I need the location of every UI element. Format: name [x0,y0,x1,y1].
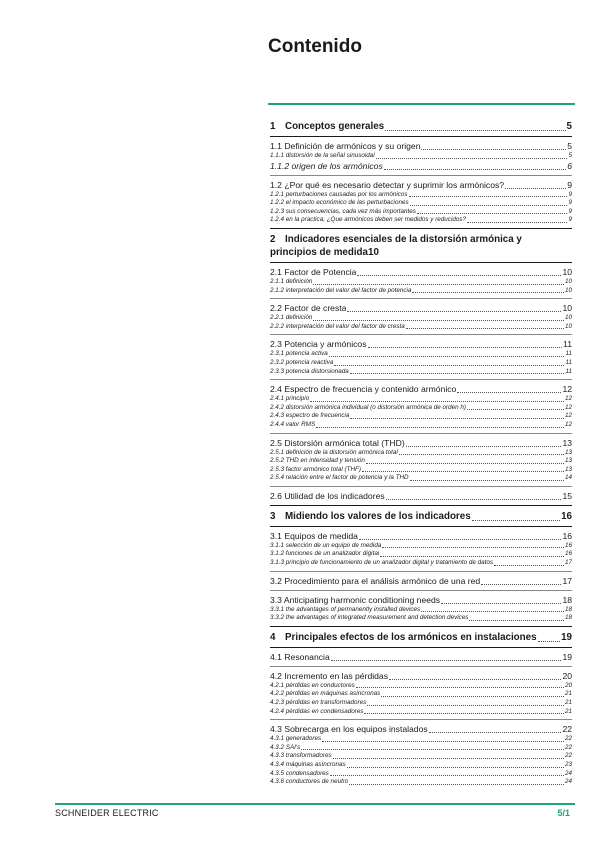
subsection-title: 2.3.2 potencia reactiva [270,358,334,366]
page-number: 16 [562,530,572,541]
subsection-title: 2.4.1 principio [270,395,310,403]
leader-dots [421,611,564,612]
page-number: 16 [564,550,572,558]
section-title: 2.4 Espectro de frecuencia y contenido armónico [270,384,457,395]
leader-dots [368,347,563,348]
page-number: 9 [568,216,572,224]
section-divider [270,719,572,720]
page-number: 24 [564,778,572,786]
page-number: 18 [562,594,572,605]
chapter-number: 2 [270,233,276,245]
leader-dots [406,328,564,329]
chapter-title: Principales efectos de los armónicos en instalaciones [285,631,537,643]
section-title: 1.2 ¿Por qué es necesario detectar y suprimir los armónicos? [270,179,505,190]
page-number: 13 [562,437,572,448]
leader-dots [421,149,566,150]
toc-sub-1-1-1[interactable] [270,152,572,161]
toc-chapter-2[interactable] [270,233,572,259]
leader-dots [362,471,564,472]
toc-section-2-5[interactable] [270,438,572,449]
section-title: 1.1 Definición de armónicos y su origen [270,141,421,151]
toc-sub-2-5-3[interactable] [270,466,572,475]
toc-sub-4-3-6[interactable] [270,778,572,787]
toc-section-2-6[interactable] [270,491,572,502]
leader-dots [538,641,561,642]
page-number: 6 [567,160,572,171]
page-number: 12 [564,395,572,403]
page-number: 11 [563,339,572,350]
leader-dots [367,705,564,706]
toc-sub-2-4-3[interactable] [270,412,572,421]
subsection-title: 2.2.2 interpretación del valor del factor de cresta [270,322,405,330]
page-number: 19 [562,651,572,662]
page-number: 10 [564,322,572,330]
subsection-title: 2.1.2 interpretación del valor del factor de potencia [270,286,412,294]
leader-dots [410,205,568,206]
chapter-divider [270,626,572,627]
page-number: 18 [564,605,572,613]
toc-sub-2-4-4[interactable] [270,421,572,430]
section-divider [270,175,572,176]
toc-section-1-1[interactable] [270,141,572,152]
page-number: 13 [564,448,572,456]
section-title: 2.2 Factor de cresta [270,303,347,314]
toc-sub-2-3-2[interactable] [270,359,572,368]
page-number: 19 [561,631,572,643]
section-divider [270,298,572,299]
leader-dots [399,454,564,455]
leader-dots [410,480,564,481]
subsection-title: 2.5.4 relación entre el factor de potencia y la THD [270,474,409,482]
toc-chapter-4[interactable] [270,631,572,644]
leader-dots [313,284,564,285]
section-title: 4.1 Resonancia [270,651,330,662]
leader-dots [364,713,564,714]
page-number: 20 [564,681,572,689]
page-number: 22 [562,724,572,735]
toc-section-3-1[interactable] [270,531,572,542]
toc-section-4-2[interactable] [270,671,572,682]
section-title: 3.1 Equipos de medida [270,530,358,541]
section-divider [270,433,572,434]
leader-dots [505,188,566,189]
subsection-title: 3.1.3 principio de funcionamiento de un analizador digital y tratamiento de datos [270,559,493,567]
leader-dots [441,603,561,604]
leader-dots [380,556,564,557]
toc-sub-4-2-4[interactable] [270,708,572,717]
page-number: 23 [564,761,572,768]
toc-sub-2-4-2[interactable] [270,404,572,413]
page-number: 21 [564,699,572,707]
toc-sub-3-1-1[interactable] [270,542,572,551]
chapter-title: Conceptos generales [285,121,385,132]
page-number: 12 [564,403,572,411]
leader-dots [347,311,561,312]
subsection-title: 2.4.2 distorsión armónica individual (o distorsión armónica de orden h) [270,403,467,411]
section-title: 2.5 Distorsión armónica total (THD) [270,437,405,448]
leader-dots [386,499,562,500]
leader-dots [301,749,564,750]
section-divider [270,486,572,487]
leader-dots [409,196,568,197]
page-number: 12 [564,420,572,428]
toc-sub-2-5-1[interactable] [270,449,572,458]
subsection-title: 3.1.2 funciones de un analizador digital [270,550,380,558]
subsection-title: 2.2.1 definición [270,314,313,322]
page-number: 20 [562,670,572,681]
leader-dots [334,365,564,366]
leader-dots [347,767,564,768]
footer-divider [55,803,575,805]
toc-sub-2-3-1[interactable] [270,350,572,359]
subsection-title: 2.3.3 potencia distorsionada [270,367,349,375]
toc-sub-2-1-2[interactable] [270,287,572,296]
subsection-title: 4.3.6 conductores de neutro [270,778,349,786]
leader-dots [350,418,564,419]
page-number: 16 [561,510,572,522]
section-title: 2.6 Utilidad de los indicadores [270,490,385,501]
leader-dots [429,732,562,733]
leader-dots [384,169,566,170]
leader-dots [350,373,565,374]
toc-sub-3-3-2[interactable] [270,614,572,623]
section-title: 2.3 Potencia y armónicos [270,339,367,350]
leader-dots [467,222,567,223]
page-number: 13 [564,465,572,473]
leader-dots [376,158,568,159]
subsection-title: 2.4.4 valor RMS [270,420,316,428]
toc-section-3-2[interactable] [270,576,572,587]
toc-section-2-4[interactable] [270,384,572,395]
page-number: 14 [564,474,572,482]
toc-section-4-1[interactable] [270,652,572,663]
subsection-title: 1.1.2 origen de los armónicos [270,160,383,171]
toc-sub-2-2-1[interactable] [270,314,572,323]
chapter-divider [270,228,572,229]
page-number: 11 [565,350,572,358]
chapter-title: Midiendo los valores de los indicadores [285,510,471,522]
chapter-divider [270,647,572,648]
toc-sub-2-3-3[interactable] [270,368,572,377]
toc-sub-4-3-5[interactable] [270,770,572,779]
toc-sub-4-3-3[interactable] [270,752,572,761]
toc-sub-1-2-1[interactable] [270,191,572,200]
toc-section-1-2[interactable] [270,180,572,191]
subsection-title: 4.3.5 condensadores [270,769,329,777]
subsection-title: 4.3.2 SAI's [270,743,301,751]
subsection-title: 4.3.3 transformadores [270,752,332,760]
toc-chapter-3[interactable] [270,510,572,523]
leader-dots [467,409,564,410]
section-divider [270,379,572,380]
page-number: 17 [564,559,572,567]
footer-page-number: 5/1 [557,808,570,818]
chapter-title: Indicadores esenciales de la distorsión armónica y [285,233,522,245]
subsection-title: 1.2.4 en la practica, ¿Que armónicos deben ser medidos y reducidos? [270,216,467,224]
page-number: 22 [564,743,572,751]
leader-dots [357,275,561,276]
toc-sub-4-2-3[interactable] [270,699,572,708]
table-of-contents [270,120,572,787]
subsection-title: 3.1.1 selección de un equipo de medida [270,541,382,549]
toc-sub-3-1-3[interactable] [270,559,572,568]
leader-dots [385,130,565,131]
page-number: 12 [562,384,572,395]
page-number: 12 [564,412,572,420]
page-number: 11 [565,358,572,366]
page-number: 9 [568,207,572,215]
toc-sub-3-1-2[interactable] [270,550,572,559]
chapter-title-continued: principios de medida [270,246,368,258]
toc-section-2-2[interactable] [270,303,572,314]
subsection-title: 2.5.3 factor armónico total (THF) [270,465,361,473]
page-number: 11 [565,367,572,375]
page-number: 5 [567,141,572,151]
section-title: 3.3 Anticipating harmonic conditioning needs [270,594,441,605]
subsection-title: 3.3.2 the advantages of integrated measurement and detection devices [270,614,469,622]
leader-dots [356,687,564,688]
page-number: 10 [564,314,572,322]
subsection-title: 1.2.1 perturbaciones causadas por los armónicos [270,190,408,198]
page-number: 10 [564,286,572,294]
page-number: 16 [564,541,572,549]
page-number: 22 [564,752,572,760]
subsection-title: 4.3.4 máquinas asíncronas [270,761,346,768]
section-title: 3.2 Procedimiento para el análisis armónico de una red [270,575,481,586]
section-title: 4.3 Sobrecarga en los equipos instalados [270,724,428,735]
leader-dots [457,392,561,393]
subsection-title: 4.2.1 pérdidas en conductores [270,681,355,689]
section-divider [270,590,572,591]
leader-dots [417,213,568,214]
page-number: 21 [564,707,572,715]
leader-dots [481,584,561,585]
leader-dots [366,463,564,464]
toc-sub-1-2-4[interactable] [270,216,572,225]
page-number: 18 [564,614,572,622]
subsection-title: 1.2.3 sus consecuencias, cada vez más importantes [270,207,416,215]
leader-dots [382,547,564,548]
leader-dots [329,356,565,357]
leader-dots [389,679,561,680]
subsection-title: 2.5.2 THD en intensidad y tensión [270,457,365,465]
leader-dots [349,784,564,785]
toc-sub-2-2-2[interactable] [270,323,572,332]
subsection-title: 1.2.2 el impacto económico de las perturbaciones [270,199,409,207]
chapter-divider [270,136,572,137]
top-divider [268,103,575,105]
leader-dots [494,565,564,566]
page-number: 13 [564,457,572,465]
leader-dots [469,620,564,621]
section-title: 2.1 Factor de Potencia [270,266,357,277]
toc-sub-2-5-4[interactable] [270,474,572,483]
leader-dots [406,446,562,447]
page-number: 21 [564,690,572,698]
page-number: 5 [566,121,572,132]
leader-dots [331,660,562,661]
toc-sub-3-3-1[interactable] [270,606,572,615]
leader-dots [316,427,564,428]
toc-sub-1-1-2[interactable] [270,161,572,172]
toc-sub-4-2-2[interactable] [270,690,572,699]
subsection-title: 4.3.1 generadores [270,735,322,743]
page-number: 17 [562,575,572,586]
toc-sub-4-2-1[interactable] [270,682,572,691]
leader-dots [412,292,564,293]
subsection-title: 2.3.1 potencia activa [270,350,328,358]
chapter-divider [270,262,572,263]
toc-section-3-3[interactable] [270,595,572,606]
leader-dots [330,775,564,776]
leader-dots [333,758,564,759]
toc-sub-2-4-1[interactable] [270,395,572,404]
chapter-number: 3 [270,510,276,522]
page-number: 9 [568,190,572,198]
toc-sub-2-5-2[interactable] [270,457,572,466]
subsection-title: 4.2.4 pérdidas en condensadores [270,707,364,715]
section-divider [270,571,572,572]
subsection-title: 3.3.1 the advantages of permanently installed devices [270,605,421,613]
page-number: 15 [562,490,572,501]
subsection-title: 2.1.1 definición [270,277,313,285]
page-number: 22 [564,735,572,743]
subsection-title: 1.1.1 distorsión de la señal sinusoidal [270,152,375,159]
toc-section-4-3[interactable] [270,724,572,735]
leader-dots [322,741,564,742]
leader-dots [472,520,560,521]
toc-sub-4-3-2[interactable] [270,744,572,753]
toc-section-2-3[interactable] [270,339,572,350]
leader-dots [381,696,564,697]
toc-chapter-1[interactable] [270,120,572,133]
subsection-title: 4.2.3 pérdidas en transformadores [270,699,367,707]
page-number: 9 [567,179,572,190]
toc-sub-4-3-1[interactable] [270,735,572,744]
footer-company: SCHNEIDER ELECTRIC [55,808,159,818]
leader-dots [313,320,564,321]
page-number: 10 [562,303,572,314]
toc-sub-2-1-1[interactable] [270,278,572,287]
subsection-title: 4.2.2 pérdidas en máquinas asíncronas [270,690,381,698]
page-number: 24 [564,769,572,777]
page-number: 5 [568,152,572,159]
page-number: 10 [368,246,379,258]
section-divider [270,666,572,667]
subsection-title: 2.4.3 espectro de frecuencia [270,412,350,420]
toc-sub-1-2-3[interactable] [270,208,572,217]
section-title: 4.2 Incremento en las pérdidas [270,670,388,681]
page-number: 10 [562,266,572,277]
leader-dots [310,401,564,402]
chapter-number: 4 [270,631,276,643]
toc-sub-4-3-4[interactable] [270,761,572,770]
toc-sub-1-2-2[interactable] [270,199,572,208]
page-number: 9 [568,199,572,207]
chapter-divider [270,505,572,506]
chapter-divider [270,526,572,527]
page-number: 10 [564,277,572,285]
toc-section-2-1[interactable] [270,267,572,278]
leader-dots [359,539,562,540]
page-title: Contenido [268,36,362,57]
section-divider [270,334,572,335]
subsection-title: 2.5.1 definición de la distorsión armónica total [270,448,398,456]
chapter-number: 1 [270,121,276,132]
